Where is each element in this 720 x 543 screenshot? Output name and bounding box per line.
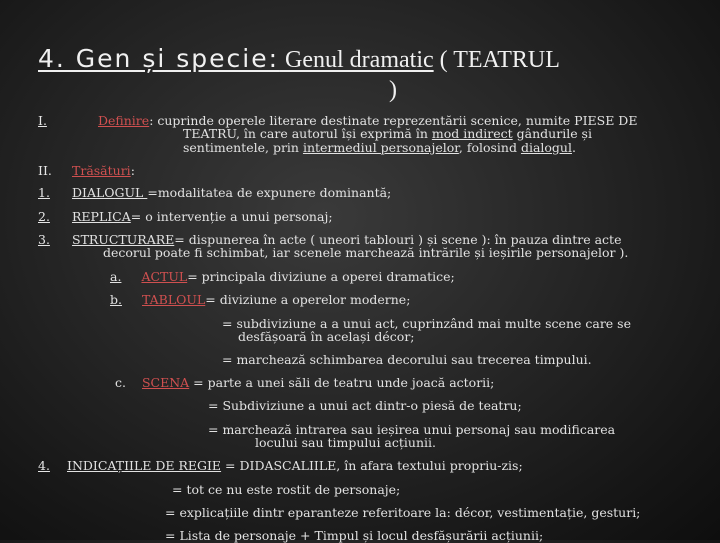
def-intermediul: intermediul personajelor xyxy=(302,140,459,155)
def-text-2a: TEATRU, în care autorul își exprimă în xyxy=(183,126,432,141)
item-a-number: a. xyxy=(110,269,122,284)
item-1-text: =modalitatea de expunere dominantă; xyxy=(147,185,392,200)
item-4-sub-3: = Lista de personaje + Timpul și locul desfășurării acțiunii; xyxy=(165,528,544,543)
item-1 xyxy=(72,186,391,200)
item-2-label: REPLICA xyxy=(72,209,131,224)
def-text-2c: gândurile și xyxy=(512,126,592,141)
slide-title xyxy=(38,44,708,105)
item-c-sub-1: = Subdiviziune a unui act dintr-o piesă de teatru; xyxy=(208,398,522,413)
item-2-text: = o intervenție a unui personaj; xyxy=(130,209,333,224)
item-4-label: INDICAȚIILE DE REGIE xyxy=(67,458,222,473)
title-heading: 4. Gen și specie: xyxy=(38,44,280,73)
item-3-label: STRUCTURARE xyxy=(72,232,175,247)
def-line-2 xyxy=(183,127,592,141)
def-text-3c: , folosind xyxy=(458,140,521,155)
item-4 xyxy=(67,459,523,473)
title-teatrul: ( TEATRUL xyxy=(433,47,560,73)
title-close-paren: ) xyxy=(389,77,397,103)
item-c-number: c. xyxy=(115,375,126,390)
trasaturi-number: II. xyxy=(38,163,52,178)
item-b-sub-2: = marchează schimbarea decorului sau trecerea timpului. xyxy=(222,352,592,367)
def-text-3e: . xyxy=(571,140,576,155)
def-dialogul: dialogul xyxy=(520,140,572,155)
title-genre: Genul dramatic xyxy=(279,47,434,73)
item-c-text: = parte a unei săli de teatru unde joacă actorii; xyxy=(189,375,495,390)
trasaturi-colon: : xyxy=(130,163,135,178)
item-a-text: = principala diviziune a operei dramatice; xyxy=(187,269,455,284)
item-c-label: SCENA xyxy=(141,375,190,390)
item-4-sub-2: = explicațiile dintr eparanteze referitoare la: décor, vestimentație, gesturi; xyxy=(165,505,641,520)
item-3-line-2: decorul poate fi schimbat, iar scenele marchează intrările și ieșirile personajelor ). xyxy=(103,245,629,260)
trasaturi-heading xyxy=(72,164,135,178)
item-c-sub-2: = marchează intrarea sau ieșirea unui personaj sau modificarea xyxy=(208,422,616,437)
item-a xyxy=(110,270,455,284)
item-c-sub-2b: locului sau timpului acțiunii. xyxy=(255,435,436,450)
item-b-label: TABLOUL xyxy=(141,292,206,307)
def-label: Definire xyxy=(98,113,150,128)
def-number: I. xyxy=(38,113,47,128)
item-4-sub-1: = tot ce nu este rostit de personaje; xyxy=(172,482,401,497)
item-1-number: 1. xyxy=(38,185,50,200)
item-3-number: 3. xyxy=(38,232,50,247)
item-b-text: = diviziune a operelor moderne; xyxy=(205,292,411,307)
item-2-number: 2. xyxy=(38,209,50,224)
item-b-sub-1b: desfășoară în același décor; xyxy=(238,329,415,344)
item-2 xyxy=(72,210,333,224)
def-text-3a: sentimentele, prin xyxy=(183,140,303,155)
item-c xyxy=(115,376,494,390)
def-text-1: : cuprinde operele literare destinate reprezentării scenice, numite PIESE DE xyxy=(149,113,638,128)
item-4-text: = DIDASCALIILE, în afara textului propriu-zis; xyxy=(221,458,523,473)
item-1-label: DIALOGUL xyxy=(72,185,148,200)
def-mod-indirect: mod indirect xyxy=(431,126,513,141)
item-b-number: b. xyxy=(110,292,122,307)
item-b xyxy=(110,293,410,307)
def-line-3 xyxy=(183,141,576,155)
item-a-label: ACTUL xyxy=(141,269,188,284)
item-4-number: 4. xyxy=(38,458,50,473)
trasaturi-label: Trăsături xyxy=(72,163,131,178)
item-3-text: = dispunerea în acte ( uneori tablouri ) și scene ): în pauza dintre acte xyxy=(174,232,622,247)
item-b-sub-1: = subdiviziune a a unui act, cuprinzând mai multe scene care se xyxy=(222,316,631,331)
